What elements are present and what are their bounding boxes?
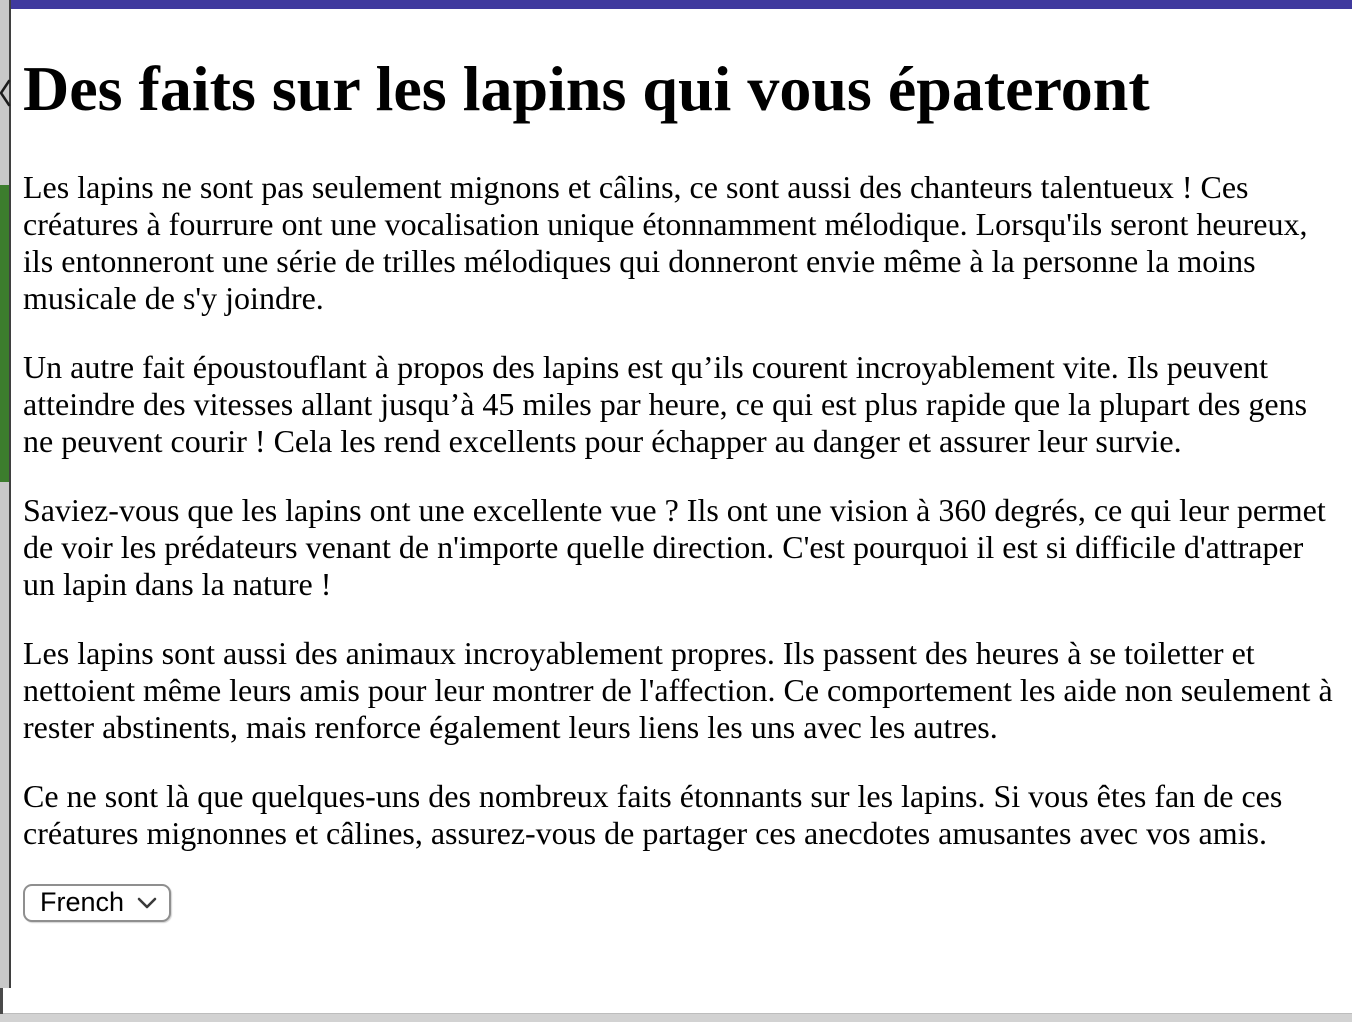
chevron-left-icon bbox=[0, 78, 11, 113]
top-accent-bar bbox=[7, 0, 1352, 9]
bottom-edge-bar bbox=[0, 1013, 1352, 1022]
left-edge-strip-tail bbox=[0, 988, 3, 1014]
article bbox=[11, 9, 1352, 1014]
left-strip-green bbox=[0, 185, 9, 482]
paragraph-singing: Les lapins ne sont pas seulement mignons et câlins, ce sont aussi des chanteurs talentueux ! Ces créatures à fourrure ont une vocalisation unique étonnamment mélodique. Lorsqu'ils seront heureux, ils entonneront une série de trilles mélodiques qui donneront envie même à la personne la moins musicale de s'y joindre. bbox=[23, 168, 1308, 316]
paragraph-speed: Un autre fait époustouflant à propos des lapins est qu’ils courent incroyablement vite. Ils peuvent atteindre des vitesses allant jusqu’à 45 miles par heure, ce qui est plus rapide que la plupart des gens ne peuvent courir ! Cela les rend excellents pour échapper au danger et assurer leur survie. bbox=[23, 348, 1308, 459]
left-strip-gray-bottom bbox=[0, 482, 9, 988]
paragraph-share: Ce ne sont là que quelques-uns des nombreux faits étonnants sur les lapins. Si vous êtes fan de ces créatures mignonnes et câlines, assurez-vous de partager ces anecdotes amusantes avec vos amis. bbox=[23, 777, 1283, 851]
language-select-wrap bbox=[23, 884, 171, 922]
language-select[interactable] bbox=[23, 884, 171, 922]
left-edge-strip bbox=[0, 0, 11, 988]
paragraph-vision: Saviez-vous que les lapins ont une excellente vue ? Ils ont une vision à 360 degrés, ce qui leur permet de voir les prédateurs venant de n'importe quelle direction. C'est pourquoi il est si difficile d'attraper un lapin dans la nature ! bbox=[23, 491, 1326, 602]
page-title: Des faits sur les lapins qui vous épateront bbox=[23, 53, 1150, 124]
paragraph-grooming: Les lapins sont aussi des animaux incroyablement propres. Ils passent des heures à se toiletter et nettoient même leurs amis pour leur montrer de l'affection. Ce comportement les aide non seulement à rester abstinents, mais renforce également leurs liens les uns avec les autres. bbox=[23, 634, 1333, 745]
